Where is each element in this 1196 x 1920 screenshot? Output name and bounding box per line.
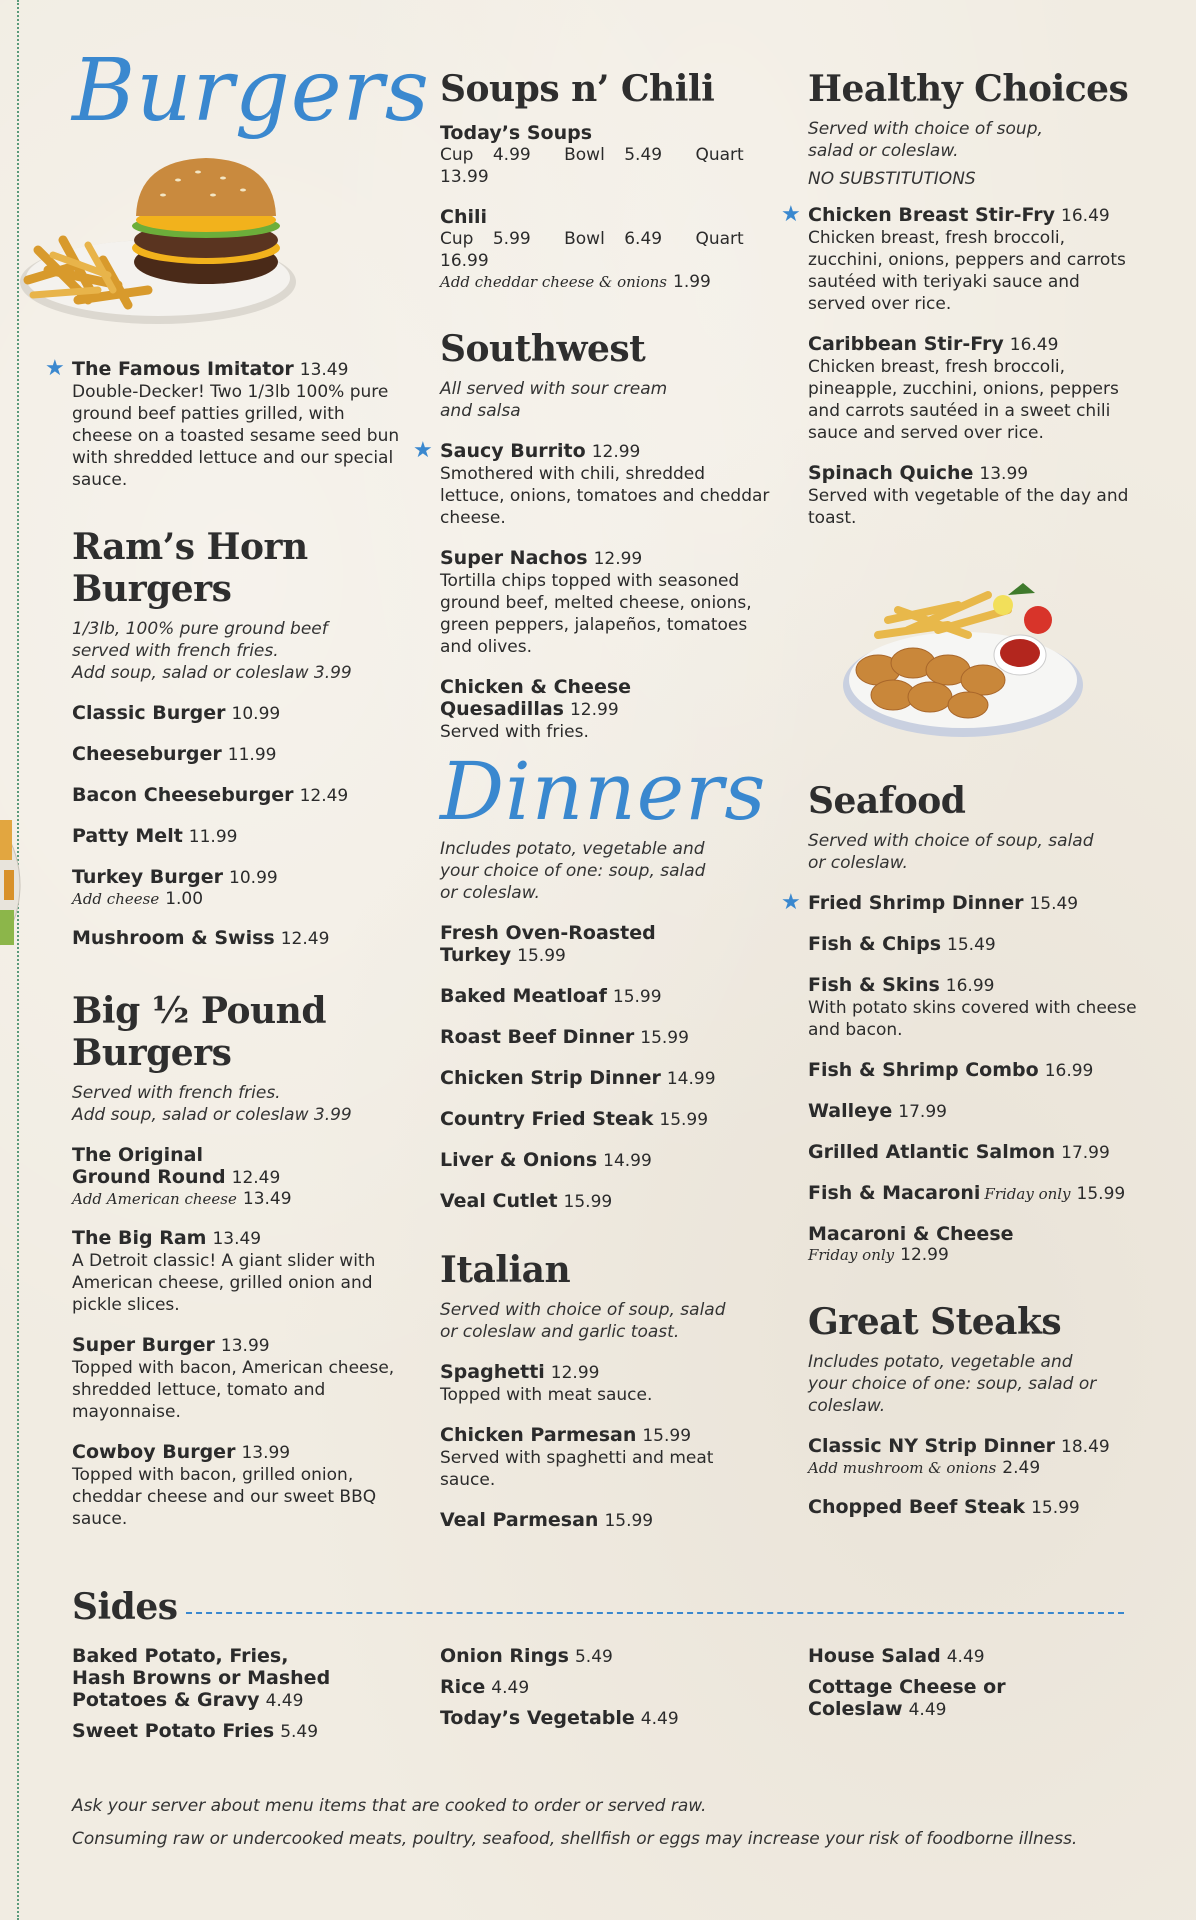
big-half-pound-section	[72, 990, 402, 1530]
italian-note: Served with choice of soup, salad or coleslaw and garlic toast.	[440, 1300, 726, 1342]
steaks-section	[808, 1301, 1138, 1519]
menu-item: Super Burger 13.99 Topped with bacon, American cheese, shredded lettuce, tomato and mayonnaise.	[72, 1334, 395, 1422]
italian-title: Italian	[440, 1249, 571, 1291]
footnote-cooked-to-order: Ask your server about menu items that are cooked to order or served raw.	[72, 1796, 707, 1816]
italian-section	[440, 1249, 770, 1532]
dinners-section	[440, 745, 770, 1532]
menu-item: Chicken Parmesan 15.99 Served with spaghetti and meat sauce.	[440, 1424, 714, 1490]
column-right	[781, 68, 1138, 529]
rams-horn-title: Ram’s Horn Burgers	[72, 526, 308, 610]
burger-plate-image	[18, 150, 298, 330]
menu-item: Chicken Strip Dinner 14.99	[440, 1067, 716, 1089]
menu-item: Country Fried Steak 15.99	[440, 1108, 709, 1130]
menu-item: Cowboy Burger 13.99 Topped with bacon, grilled onion, cheddar cheese and our sweet BBQ sauce.	[72, 1441, 377, 1529]
southwest-title: Southwest	[440, 328, 646, 370]
menu-item: Spinach Quiche 13.99 Served with vegetable of the day and toast.	[808, 462, 1129, 528]
side-item: Today’s Vegetable 4.49	[440, 1707, 679, 1729]
star-icon: ★	[781, 202, 801, 227]
seafood-section	[781, 780, 1138, 1519]
menu-item: ★ Saucy Burrito 12.99 Smothered with chili, shredded lettuce, onions, tomatoes and cheddar cheese.	[413, 438, 770, 528]
item-description: Double-Decker! Two 1/3lb 100% pure ground beef patties grilled, with cheese on a toasted sesame seed bun with shredded lettuce and our special sauce.	[72, 382, 400, 490]
item-name: The Famous Imitator	[72, 358, 294, 380]
item-price: 13.49	[299, 360, 349, 380]
menu-item: Super Nachos 12.99 Tortilla chips topped with seasoned ground beef, melted cheese, onions, green peppers, jalapeños, tomatoes and olives.	[440, 547, 752, 657]
menu-item: Fish & Shrimp Combo 16.99	[808, 1059, 1094, 1081]
menu-item-chili: Chili Cup 5.99 Bowl 6.49 Quart 16.99 Add cheddar cheese & onions 1.99	[440, 206, 744, 292]
steaks-title: Great Steaks	[808, 1301, 1062, 1343]
menu-item: Mushroom & Swiss 12.49	[72, 927, 330, 949]
menu-item: Classic NY Strip Dinner 18.49 Add mushroom & onions 2.49	[808, 1435, 1110, 1478]
steaks-note: Includes potato, vegetable and your choice of one: soup, salad or coleslaw.	[808, 1352, 1097, 1416]
menu-item: Bacon Cheeseburger 12.49	[72, 784, 349, 806]
menu-item: Veal Cutlet 15.99	[440, 1190, 613, 1212]
seafood-note: Served with choice of soup, salad or coleslaw.	[808, 831, 1094, 873]
famous-imitator-block	[45, 356, 402, 1530]
healthy-no-subs: NO SUBSTITUTIONS	[808, 169, 976, 189]
menu-item: ★ Chicken Breast Stir-Fry 16.49 Chicken breast, fresh broccoli, zucchini, onions, peppers and carrots sautéed with teriyaki sauce and served over rice.	[781, 202, 1126, 314]
soups-title: Soups n’ Chili	[440, 68, 715, 110]
sides-column-2	[440, 1645, 770, 1738]
menu-item: The Big Ram 13.49 A Detroit classic! A giant slider with American cheese, grilled onion and pickle slices.	[72, 1227, 376, 1315]
menu-item: Veal Parmesan 15.99	[440, 1509, 654, 1531]
side-item: House Salad 4.49	[808, 1645, 985, 1667]
menu-item: Fish & Chips 15.49	[808, 933, 996, 955]
menu-item: Caribbean Stir-Fry 16.49 Chicken breast, fresh broccoli, pineapple, zucchini, onions, peppers and carrots sautéed in a sweet chili sauce and served over rice.	[808, 333, 1119, 443]
dinners-note: Includes potato, vegetable and your choice of one: soup, salad or coleslaw.	[440, 839, 706, 903]
sides-column-1	[72, 1645, 402, 1751]
side-item: Baked Potato, Fries, Hash Browns or Mashed Potatoes & Gravy 4.49	[72, 1645, 331, 1711]
menu-item-famous-imitator	[45, 356, 402, 491]
column-middle	[413, 68, 770, 743]
menu-item: Fish & Skins 16.99 With potato skins covered with cheese and bacon.	[808, 974, 1137, 1040]
menu-item: Baked Meatloaf 15.99	[440, 985, 662, 1007]
menu-item: The Original Ground Round 12.49 Add American cheese 13.49	[72, 1144, 292, 1209]
menu-item: Grilled Atlantic Salmon 17.99	[808, 1141, 1110, 1163]
menu-item: Turkey Burger 10.99 Add cheese 1.00	[72, 866, 278, 909]
menu-item: Cheeseburger 11.99	[72, 743, 277, 765]
edge-plate-image	[0, 800, 22, 970]
shrimp-plate-image	[838, 575, 1088, 745]
sides-divider	[186, 1612, 1124, 1614]
menu-item: Liver & Onions 14.99	[440, 1149, 652, 1171]
rams-horn-section	[72, 526, 402, 950]
menu-item: Fish & Macaroni Friday only 15.99	[808, 1182, 1126, 1204]
menu-item: Fresh Oven-Roasted Turkey 15.99	[440, 922, 656, 966]
seafood-title: Seafood	[808, 780, 966, 822]
big-half-pound-note: Served with french fries. Add soup, salad or coleslaw 3.99	[72, 1083, 352, 1125]
side-item: Sweet Potato Fries 5.49	[72, 1720, 319, 1742]
menu-item: Chopped Beef Steak 15.99	[808, 1496, 1080, 1518]
side-item: Rice 4.49	[440, 1676, 530, 1698]
menu-item: Walleye 17.99	[808, 1100, 947, 1122]
star-icon: ★	[781, 890, 801, 915]
menu-item: ★ Fried Shrimp Dinner 15.49	[781, 890, 1079, 915]
healthy-note: Served with choice of soup, salad or coleslaw.	[808, 119, 1043, 161]
side-item: Onion Rings 5.49	[440, 1645, 613, 1667]
southwest-note: All served with sour cream and salsa	[440, 379, 668, 421]
big-half-pound-title: Big ½ Pound Burgers	[72, 990, 327, 1074]
rams-horn-note: 1/3lb, 100% pure ground beef served with french fries. Add soup, salad or coleslaw 3.99	[72, 619, 352, 683]
menu-item: Patty Melt 11.99	[72, 825, 238, 847]
menu-item: Spaghetti 12.99 Topped with meat sauce.	[440, 1361, 653, 1405]
sides-column-3	[808, 1645, 1138, 1729]
healthy-title: Healthy Choices	[808, 68, 1129, 110]
star-icon: ★	[45, 356, 65, 381]
menu-item: Roast Beef Dinner 15.99	[440, 1026, 689, 1048]
star-icon: ★	[413, 438, 433, 463]
menu-item: Classic Burger 10.99	[72, 702, 281, 724]
burgers-title: Burgers	[72, 41, 430, 141]
footnote-foodborne-warning: Consuming raw or undercooked meats, poultry, seafood, shellfish or eggs may increase your risk of foodborne illness.	[72, 1829, 1078, 1849]
sides-title: Sides	[72, 1586, 178, 1628]
southwest-section	[413, 328, 770, 743]
side-item: Cottage Cheese or Coleslaw 4.49	[808, 1676, 1006, 1720]
menu-item: Macaroni & Cheese Friday only 12.99	[808, 1223, 1014, 1265]
menu-item: Chicken & Cheese Quesadillas 12.99 Served with fries.	[440, 676, 632, 742]
dinners-title: Dinners	[440, 745, 767, 838]
menu-item-todays-soups: Today’s Soups Cup 4.99 Bowl 5.49 Quart 13.99	[440, 122, 744, 187]
